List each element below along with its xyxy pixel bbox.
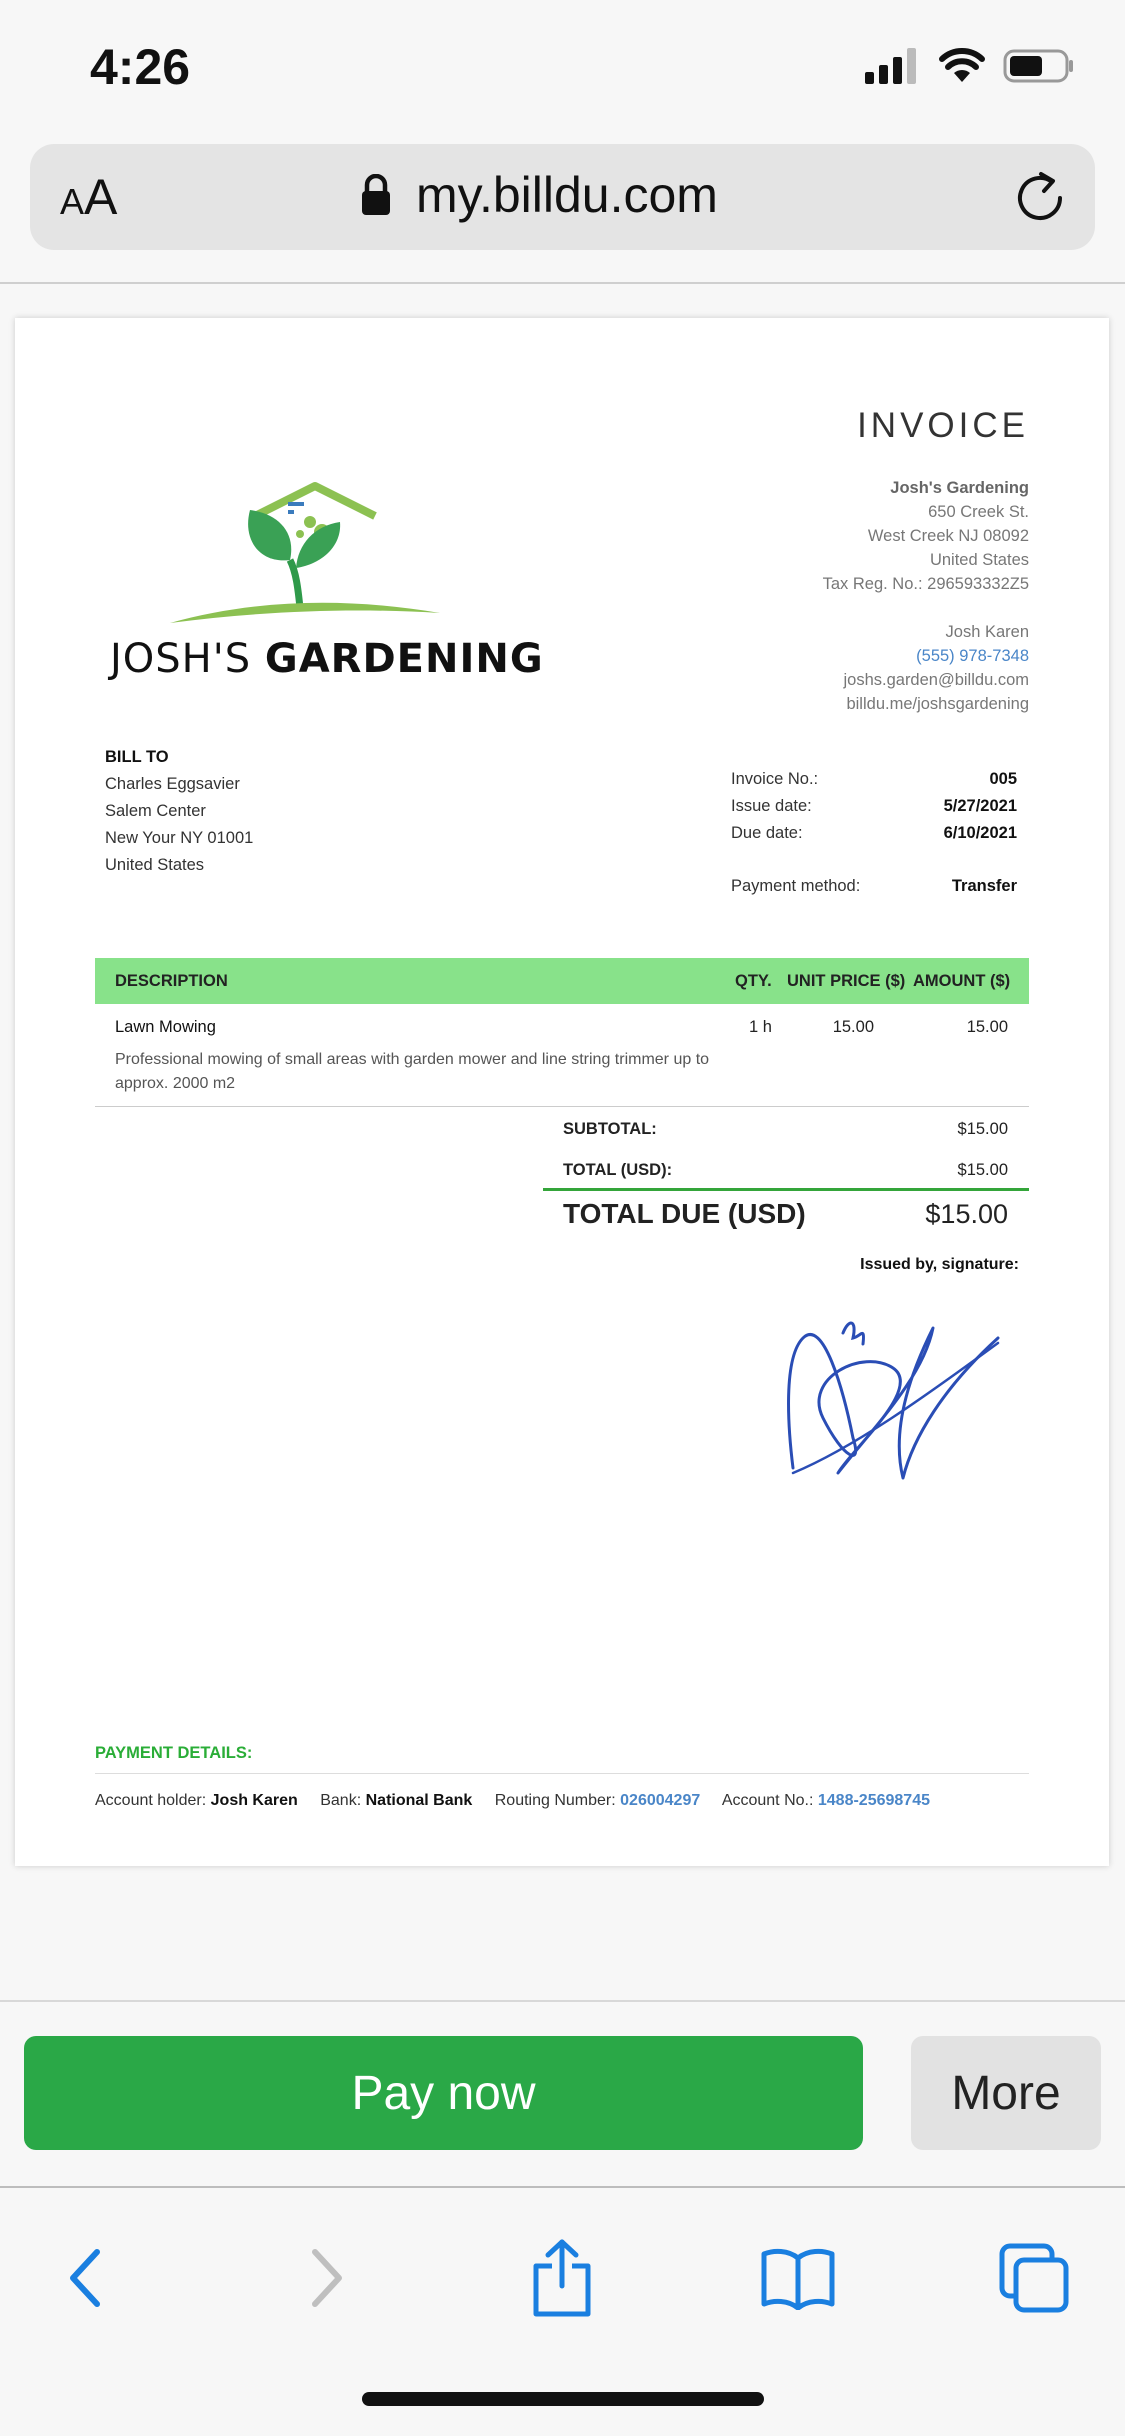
account-holder: Josh Karen [210, 1792, 298, 1809]
total-due-value: $15.00 [925, 1199, 1008, 1229]
invoice-no-value: 005 [989, 770, 1017, 788]
item-name: Lawn Mowing [115, 1018, 216, 1036]
battery-icon [1003, 48, 1075, 84]
client-name: Charles Eggsavier [105, 775, 240, 793]
col-amount: AMOUNT ($) [913, 972, 1011, 990]
address-bar[interactable] [30, 144, 1095, 250]
cellular-signal-icon [865, 48, 921, 84]
status-bar [0, 0, 1125, 140]
due-date-label: Due date: [731, 824, 803, 842]
col-description: DESCRIPTION [115, 972, 228, 990]
item-description: Professional mowing of small areas with garden mower and line string trimmer up to approx. 2000 m2 [115, 1051, 710, 1092]
payment-details: Account holder: Josh Karen Bank: National Bank Routing Number: 026004297 Account No.: 1488-25698745 [95, 1792, 930, 1809]
bank-name: National Bank [365, 1792, 473, 1809]
back-button[interactable] [46, 2238, 126, 2318]
bill-to [105, 744, 253, 879]
pay-now-button[interactable]: Pay now [24, 2036, 863, 2150]
bookmarks-button[interactable] [758, 2238, 838, 2318]
client-line1: Salem Center [105, 802, 206, 820]
lock-icon [360, 174, 392, 216]
forward-button[interactable] [286, 2238, 366, 2318]
payment-divider [95, 1773, 1029, 1774]
subtotal-label: SUBTOTAL: [563, 1120, 657, 1138]
account-number: 1488-25698745 [817, 1792, 930, 1809]
subtotal-value: $15.00 [957, 1120, 1008, 1138]
book-icon [760, 2246, 836, 2310]
action-divider [0, 2000, 1125, 2002]
seller-phone-link[interactable]: (555) 978-7348 [916, 647, 1029, 665]
payment-method-value: Transfer [951, 877, 1017, 895]
tabs-icon [998, 2242, 1070, 2314]
payment-details-heading: PAYMENT DETAILS: [95, 1744, 253, 1762]
client-line2: New Your NY 01001 [105, 829, 254, 847]
browser-divider [0, 282, 1125, 284]
reload-icon [1011, 168, 1069, 226]
invoice-title: INVOICE [857, 406, 1029, 445]
url-text: my.billdu.com [416, 167, 718, 223]
issue-date-value: 5/27/2021 [943, 797, 1017, 815]
seller-country: United States [929, 551, 1029, 569]
invoice-no-label: Invoice No.: [731, 770, 819, 788]
chevron-left-icon [61, 2246, 111, 2310]
status-time: 4:26 [90, 39, 191, 95]
chevron-right-icon [301, 2246, 351, 2310]
share-icon [530, 2238, 594, 2318]
col-qty: QTY. [735, 972, 772, 990]
payment-method-label: Payment method: [731, 877, 861, 895]
client-country: United States [105, 856, 205, 874]
seller-city: West Creek NJ 08092 [867, 527, 1029, 545]
bill-to-heading: BILL TO [105, 748, 169, 766]
logo-text: JOSH'S GARDENING [110, 636, 544, 682]
invoice-meta [731, 770, 1017, 904]
invoice-page [15, 318, 1109, 1866]
seller-tax-reg: Tax Reg. No.: 296593332Z5 [822, 575, 1029, 593]
issue-date-label: Issue date: [731, 797, 812, 815]
share-button[interactable] [522, 2238, 602, 2318]
wifi-icon [939, 48, 985, 84]
tabs-button[interactable] [994, 2238, 1074, 2318]
total-divider [543, 1188, 1029, 1191]
item-unit-price: 15.00 [832, 1018, 874, 1036]
home-indicator [362, 2392, 764, 2406]
seller-email: joshs.garden@billdu.com [843, 671, 1029, 689]
seller-web: billdu.me/joshsgardening [846, 695, 1029, 713]
seller-info [823, 476, 1029, 716]
seller-street: 650 Creek St. [928, 503, 1029, 521]
more-button[interactable]: More [911, 2036, 1101, 2150]
url-display[interactable] [360, 166, 718, 224]
reload-button[interactable] [1011, 168, 1069, 226]
reader-settings-button[interactable]: AA [60, 169, 118, 225]
items-table-header [95, 958, 1029, 1004]
due-date-value: 6/10/2021 [943, 824, 1017, 842]
total-label: TOTAL (USD): [563, 1161, 673, 1179]
item-qty: 1 h [749, 1018, 772, 1036]
issued-by-label: Issued by, signature: [860, 1256, 1019, 1273]
total-value: $15.00 [957, 1161, 1008, 1179]
seller-name: Josh's Gardening [890, 479, 1029, 497]
seller-contact: Josh Karen [945, 623, 1029, 641]
col-unit-price: UNIT PRICE ($) [787, 972, 906, 990]
signature-image [783, 1308, 1013, 1488]
item-divider [95, 1106, 1029, 1107]
status-icons [865, 48, 1075, 84]
total-due-label: TOTAL DUE (USD) [563, 1198, 806, 1229]
routing-number: 026004297 [620, 1792, 701, 1809]
item-amount: 15.00 [966, 1018, 1008, 1036]
